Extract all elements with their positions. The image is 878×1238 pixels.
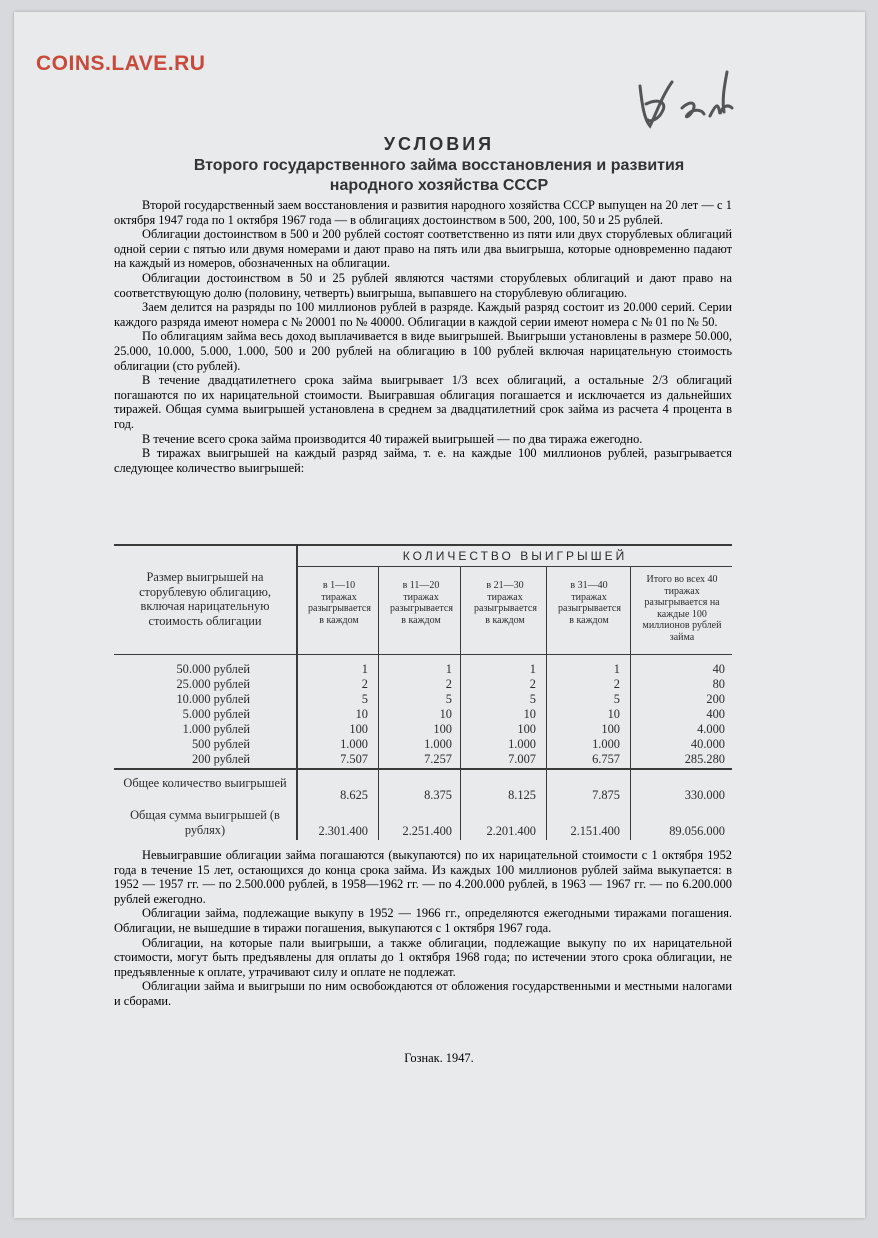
paragraph: В тиражах выигрышей на каждый разряд займа, т. е. на каждые 100 миллионов рублей, разыгрывается следующее количество выигрышей: [114, 446, 732, 475]
document-title: УСЛОВИЯ [383, 134, 495, 154]
cell-value: 1 [529, 662, 536, 676]
paragraph: Невыигравшие облигации займа погашаются (выкупаются) по их нарицательной стоимости с 1 октября 1952 года в течение 15 лет, остающихся до конца срока займа. Из каждых 100 миллионов рублей займа выкупается: в 1952 — 1957 гг. — по 2.500.000 рублей, в 1958—1962 гг. — по 4.200.000 рублей, в 1963 — 1967 гг. — по 6.200.000 рублей ежегодно. [114, 848, 732, 906]
paragraph: В течение всего срока займа производится 40 тиражей выигрышей — по два тиража ежегодно. [142, 431, 643, 446]
totals-row [114, 774, 732, 806]
group-header: КОЛИЧЕСТВО ВЫИГРЫШЕЙ [402, 549, 628, 563]
cell-value: 1.000 [508, 737, 536, 751]
row-label: 200 рублей [191, 752, 250, 766]
printer-imprint: Гознак. 1947. [404, 1051, 474, 1065]
intro-text [114, 198, 732, 475]
cell-value: 2.151.400 [570, 824, 620, 838]
cell-value: 2 [361, 677, 368, 691]
cell-value: 8.375 [424, 788, 452, 802]
table-row [114, 677, 732, 692]
row-label: 5.000 рублей [182, 707, 250, 721]
table-row [114, 707, 732, 722]
row-label: 10.000 рублей [176, 692, 250, 706]
document-subtitle-line1: Второго государственного займа восстановления и развития [193, 157, 685, 174]
cell-value: 4.000 [697, 722, 725, 736]
cell-value: 80 [712, 677, 725, 691]
row-label: 1.000 рублей [182, 722, 250, 736]
cell-value: 2 [445, 677, 452, 691]
cell-value: 5 [613, 692, 620, 706]
cell-value: 2.201.400 [486, 824, 536, 838]
column-header: в 31—40 тиражах разыгрывается в каждом [558, 580, 621, 626]
paragraph: Облигации достоинством в 500 и 200 рублей состоят соответственно из пяти или двух сторублевых облигаций одной серии с пятью или двумя номерами и дают право на пять или два выигрыша, которые одновременно падают на каждый из номеров, обозначенных на облигации. [114, 227, 732, 271]
paragraph: По облигациям займа весь доход выплачивается в виде выигрышей. Выигрыши установлены в размере 50.000, 25.000, 10.000, 5.000, 1.000, 500 и 200 рублей на облигацию в 100 рублей включая нарицательную стоимость облигации (сто рублей). [114, 329, 732, 373]
cell-value: 10 [439, 707, 452, 721]
totals-row [114, 808, 732, 840]
column-header: в 21—30 тиражах разыгрывается в каждом [474, 580, 537, 626]
cell-value: 1 [361, 662, 368, 676]
cell-value: 1.000 [592, 737, 620, 751]
row-header: Размер выигрышей на сторублевую облигацию, включая нарицательную стоимость облигации [139, 570, 271, 628]
totals-label: Общая сумма выигрышей (в рублях) [130, 808, 280, 837]
row-label: 25.000 рублей [176, 677, 250, 691]
cell-value: 2.301.400 [318, 824, 368, 838]
totals-label: Общее количество выигрышей [123, 776, 287, 790]
cell-value: 5 [529, 692, 536, 706]
table-row [114, 692, 732, 707]
cell-value: 89.056.000 [669, 824, 725, 838]
closing-text [114, 848, 732, 1009]
cell-value: 8.625 [340, 788, 368, 802]
cell-value: 100 [601, 722, 620, 736]
cell-value: 8.125 [508, 788, 536, 802]
row-label: 500 рублей [191, 737, 250, 751]
cell-value: 10 [523, 707, 536, 721]
row-label: 50.000 рублей [176, 662, 250, 676]
table-row [114, 662, 732, 677]
cell-value: 100 [433, 722, 452, 736]
paragraph: В течение двадцатилетнего срока займа выигрывает 1/3 всех облигаций, а остальные 2/3 облигаций погашаются по их нарицательной стоимости. Выигравшая облигация погашается и исключается из дальнейших тиражей. Общая сумма выигрышей установлена в среднем за двадцатилетний срок займа из расчета 4 процента в год. [114, 373, 732, 431]
cell-value: 1 [445, 662, 452, 676]
cell-value: 7.507 [340, 752, 368, 766]
paragraph: Облигации займа и выигрыши по ним освобождаются от обложения государственными и местными налогами и сборами. [114, 979, 732, 1008]
cell-value: 5 [445, 692, 452, 706]
column-header: Итого во всех 40 тиражах разыгрывается на каждые 100 миллионов рублей займа [642, 574, 722, 643]
table-row [114, 752, 732, 767]
cell-value: 330.000 [684, 788, 725, 802]
paragraph: Заем делится на разряды по 100 миллионов рублей в разряде. Каждый разряд состоит из 20.000 серий. Серии каждого разряда имеют номера с № 20001 по № 40000. Облигации в каждой серии имеют номера с № 01 по № 50. [114, 300, 732, 329]
cell-value: 40.000 [690, 737, 725, 751]
cell-value: 2.251.400 [402, 824, 452, 838]
cell-value: 1 [613, 662, 620, 676]
cell-value: 100 [349, 722, 368, 736]
cell-value: 7.875 [592, 788, 620, 802]
cell-value: 6.757 [592, 752, 620, 766]
cell-value: 10 [607, 707, 620, 721]
cell-value: 2 [529, 677, 536, 691]
cell-value: 285.280 [684, 752, 725, 766]
cell-value: 1.000 [424, 737, 452, 751]
cell-value: 40 [712, 662, 725, 676]
cell-value: 2 [613, 677, 620, 691]
cell-value: 200 [706, 692, 725, 706]
table-row [114, 737, 732, 752]
table-row [114, 722, 732, 737]
column-header: в 11—20 тиражах разыгрывается в каждом [390, 580, 453, 626]
prize-table [114, 544, 732, 840]
paragraph: Второй государственный заем восстановления и развития народного хозяйства СССР выпущен на 20 лет — с 1 октября 1947 года по 1 октября 1967 года — в облигациях достоинством в 500, 200, 100, 50 и 25 рублей. [114, 198, 732, 227]
paragraph: Облигации достоинством в 50 и 25 рублей являются частями сторублевых облигаций и дают право на соответствующую долю (половину, четверть) выигрыша, выпавшего на сторублевую облигацию. [114, 270, 732, 300]
cell-value: 400 [706, 707, 725, 721]
cell-value: 7.007 [508, 752, 536, 766]
handwritten-signature [632, 64, 742, 134]
paragraph: Облигации займа, подлежащие выкупу в 1952 — 1966 гг., определяются ежегодными тиражами погашения. Облигации, не вышедшие в тиражи погашения, выкупаются с 1 октября 1967 года. [114, 906, 732, 935]
cell-value: 10 [355, 707, 368, 721]
cell-value: 7.257 [424, 752, 452, 766]
cell-value: 1.000 [340, 737, 368, 751]
document-subtitle-line2: народного хозяйства СССР [329, 177, 549, 194]
cell-value: 100 [517, 722, 536, 736]
cell-value: 5 [361, 692, 368, 706]
paragraph: Облигации, на которые пали выигрыши, а также облигации, подлежащие выкупу по их нарицательной стоимости, могут быть предъявлены для оплаты до 1 октября 1968 года; по истечении этого срока облигации, не предъявленные к оплате, утрачивают силу и оплате не подлежат. [114, 935, 732, 979]
column-header: в 1—10 тиражах разыгрывается в каждом [308, 580, 371, 626]
watermark: COINS.LAVE.RU [36, 52, 206, 75]
